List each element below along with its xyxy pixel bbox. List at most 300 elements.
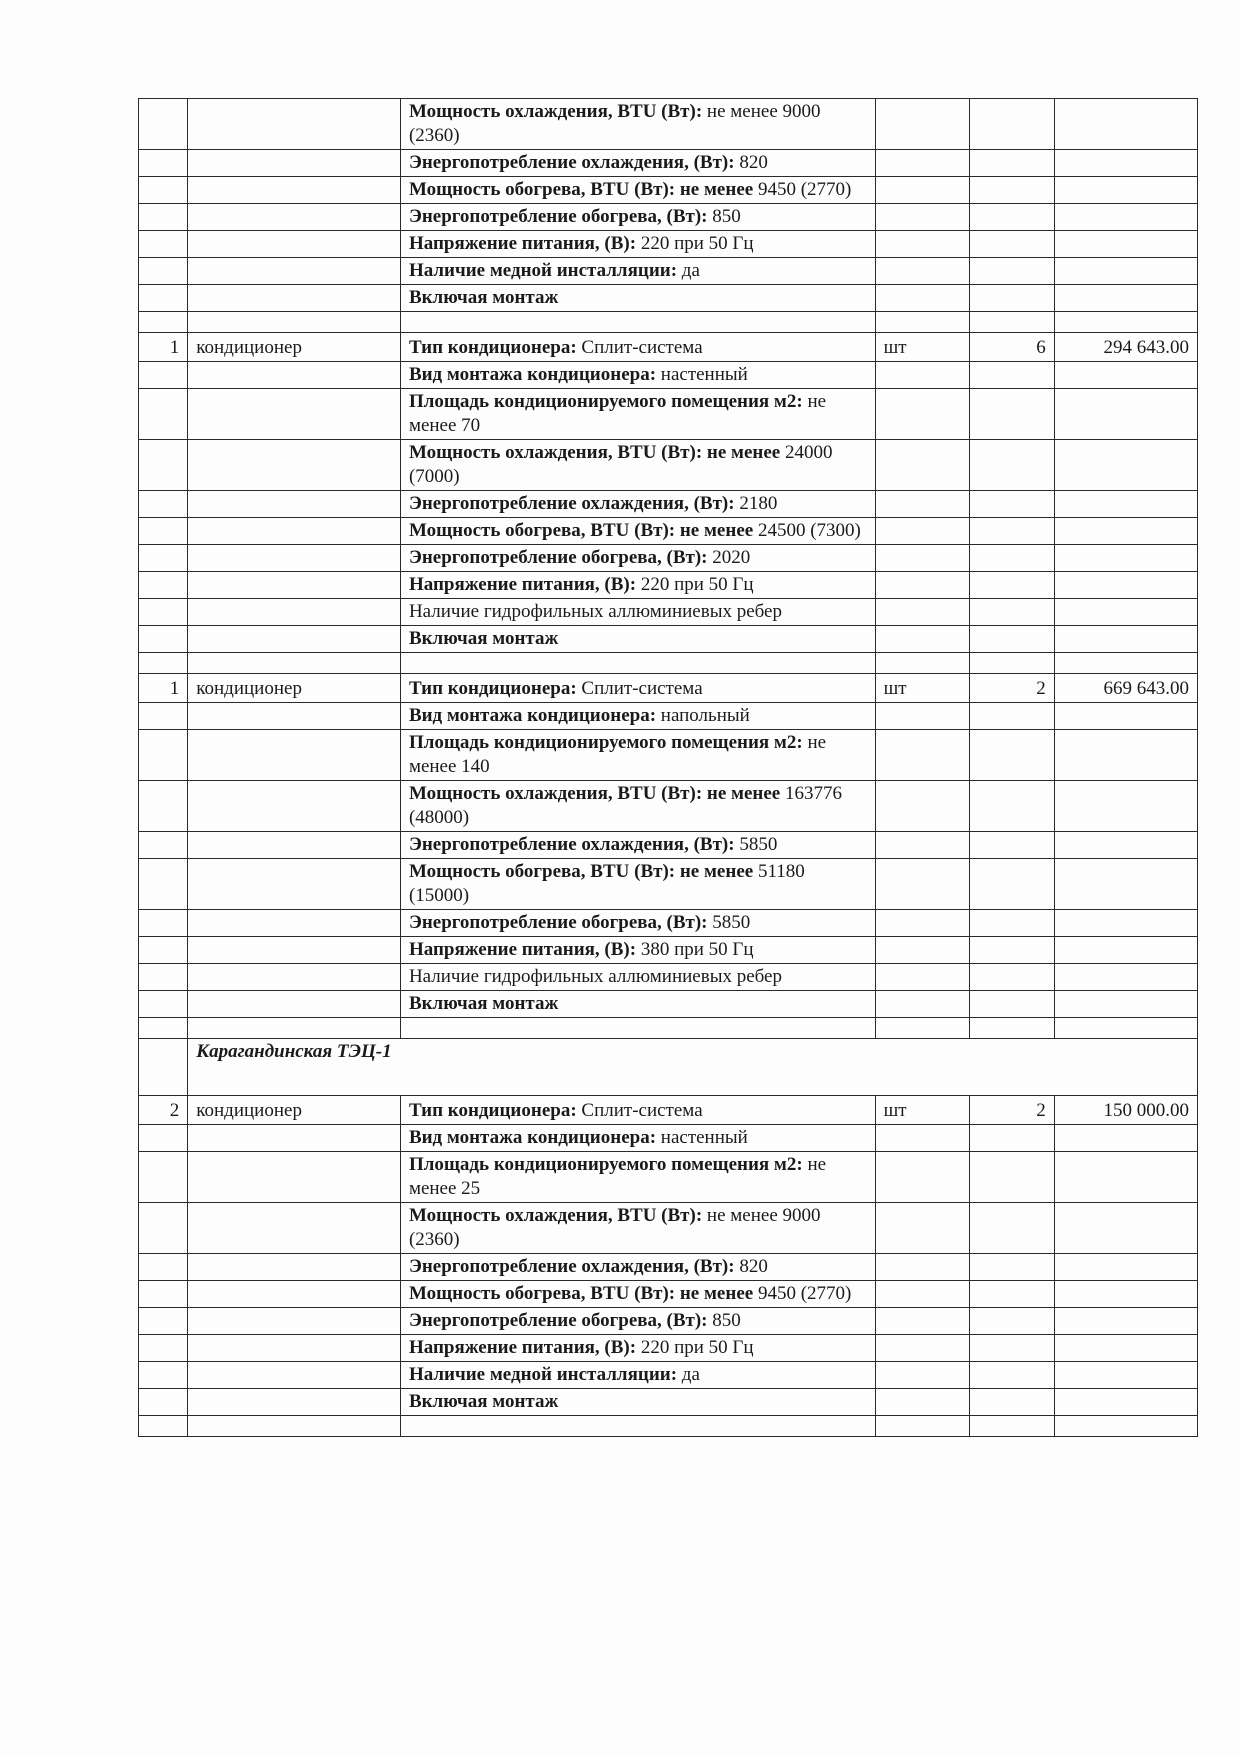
empty-cell [875, 991, 969, 1018]
empty-cell [969, 599, 1054, 626]
empty-cell [1054, 312, 1197, 333]
empty-cell [969, 1335, 1054, 1362]
empty-cell [188, 518, 401, 545]
spec-cell [400, 491, 875, 518]
empty-cell [969, 937, 1054, 964]
table-row [139, 99, 1198, 150]
spec-label: Энергопотребление охлаждения, (Вт): [408, 834, 735, 855]
spec-value: 220 при 50 Гц [636, 574, 754, 595]
spec-label: Вид монтажа кондиционера: [408, 705, 657, 726]
empty-cell [875, 781, 969, 832]
empty-cell [1054, 1281, 1197, 1308]
empty-cell [400, 1018, 875, 1039]
table-row [139, 491, 1198, 518]
spec-value: не менее 9000 (2360) [408, 101, 821, 146]
spec-cell [400, 177, 875, 204]
table-row [139, 1203, 1198, 1254]
item-number: 2 [139, 1096, 188, 1125]
spec-value: 9450 (2770) [753, 179, 852, 200]
spec-value: 850 [707, 1310, 741, 1331]
spec-label: Энергопотребление охлаждения, (Вт): [408, 152, 735, 173]
empty-cell [139, 653, 188, 674]
table-row [139, 440, 1198, 491]
empty-cell [1054, 703, 1197, 730]
spec-cell [400, 703, 875, 730]
spec-value: не менее 70 [408, 391, 827, 436]
empty-cell [969, 1389, 1054, 1416]
empty-cell [139, 1125, 188, 1152]
spec-cell [400, 1362, 875, 1389]
empty-cell [139, 991, 188, 1018]
table-row [139, 964, 1198, 991]
empty-cell [875, 1203, 969, 1254]
spec-label: Мощность обогрева, BTU (Вт): не менее [408, 179, 754, 200]
spec-label: Наличие медной инсталляции: [408, 1364, 678, 1385]
empty-cell [139, 626, 188, 653]
spec-cell [400, 599, 875, 626]
empty-cell [1054, 545, 1197, 572]
table-row [139, 362, 1198, 389]
empty-cell [139, 1152, 188, 1203]
item-amount: 150 000.00 [1054, 1096, 1197, 1125]
empty-cell [969, 150, 1054, 177]
spec-value: 220 при 50 Гц [636, 233, 754, 254]
empty-cell [188, 177, 401, 204]
spec-label: Тип кондиционера: [408, 678, 577, 699]
empty-cell [188, 312, 401, 333]
empty-cell [139, 1389, 188, 1416]
empty-cell [139, 1308, 188, 1335]
empty-cell [1054, 362, 1197, 389]
empty-cell [875, 312, 969, 333]
spec-cell [400, 440, 875, 491]
table-row [139, 937, 1198, 964]
empty-cell [875, 1281, 969, 1308]
spacer-row [139, 1416, 1198, 1437]
item-amount: 294 643.00 [1054, 333, 1197, 362]
empty-cell [969, 440, 1054, 491]
empty-cell [1054, 1389, 1197, 1416]
empty-cell [1054, 1125, 1197, 1152]
table-row [139, 832, 1198, 859]
spec-cell [400, 1152, 875, 1203]
empty-cell [188, 1308, 401, 1335]
empty-cell [139, 859, 188, 910]
spec-cell [400, 333, 875, 362]
empty-cell [875, 1018, 969, 1039]
table-row [139, 204, 1198, 231]
spec-value: 24000 (7000) [408, 442, 833, 487]
empty-cell [875, 1389, 969, 1416]
empty-cell [188, 150, 401, 177]
empty-cell [969, 1416, 1054, 1437]
empty-cell [875, 389, 969, 440]
empty-cell [188, 545, 401, 572]
spec-value: да [677, 1364, 700, 1385]
empty-cell [969, 859, 1054, 910]
spec-label: Энергопотребление обогрева, (Вт): [408, 206, 708, 227]
table-row [139, 1152, 1198, 1203]
empty-cell [969, 832, 1054, 859]
item-quantity: 2 [969, 1096, 1054, 1125]
empty-cell [1054, 177, 1197, 204]
empty-cell [969, 1125, 1054, 1152]
empty-cell [875, 285, 969, 312]
empty-cell [188, 1281, 401, 1308]
spec-label: Мощность охлаждения, BTU (Вт): не менее [408, 442, 781, 463]
empty-cell [139, 258, 188, 285]
empty-cell [139, 1254, 188, 1281]
spec-cell [400, 389, 875, 440]
empty-cell [188, 703, 401, 730]
empty-cell [139, 572, 188, 599]
empty-cell [188, 859, 401, 910]
empty-cell [969, 626, 1054, 653]
spec-value: 9450 (2770) [753, 1283, 852, 1304]
spec-label: Наличие медной инсталляции: [408, 260, 678, 281]
table-row [139, 1335, 1198, 1362]
empty-cell [188, 1389, 401, 1416]
empty-cell [188, 1203, 401, 1254]
spec-label: Мощность охлаждения, BTU (Вт): [408, 1205, 703, 1226]
spec-label: Включая монтаж [408, 993, 559, 1014]
spec-value: да [677, 260, 700, 281]
spec-cell [400, 674, 875, 703]
empty-cell [969, 312, 1054, 333]
empty-cell [139, 1335, 188, 1362]
table-row [139, 285, 1198, 312]
empty-cell [1054, 964, 1197, 991]
empty-cell [139, 1039, 188, 1096]
table-row [139, 703, 1198, 730]
empty-cell [875, 730, 969, 781]
empty-cell [1054, 937, 1197, 964]
spec-cell [400, 545, 875, 572]
spec-cell [400, 1096, 875, 1125]
empty-cell [969, 204, 1054, 231]
spec-cell [400, 204, 875, 231]
empty-cell [400, 1416, 875, 1437]
table-row [139, 545, 1198, 572]
empty-cell [139, 910, 188, 937]
empty-cell [1054, 653, 1197, 674]
spec-value: настенный [656, 364, 748, 385]
empty-cell [1054, 99, 1197, 150]
empty-cell [188, 991, 401, 1018]
empty-cell [875, 1152, 969, 1203]
empty-cell [875, 1254, 969, 1281]
spec-value: 5850 [734, 834, 778, 855]
table-row [139, 910, 1198, 937]
empty-cell [188, 1335, 401, 1362]
table-row [139, 599, 1198, 626]
empty-cell [969, 1362, 1054, 1389]
empty-cell [1054, 910, 1197, 937]
empty-cell [875, 545, 969, 572]
empty-cell [969, 1254, 1054, 1281]
spec-cell [400, 964, 875, 991]
table-row [139, 1389, 1198, 1416]
empty-cell [969, 258, 1054, 285]
empty-cell [875, 1308, 969, 1335]
empty-cell [969, 653, 1054, 674]
spec-value: 163776 (48000) [408, 783, 842, 828]
spec-value: 850 [707, 206, 741, 227]
spec-label: Тип кондиционера: [408, 1100, 577, 1121]
empty-cell [139, 440, 188, 491]
table-row [139, 518, 1198, 545]
spec-cell [400, 781, 875, 832]
spec-cell [400, 1254, 875, 1281]
empty-cell [969, 1308, 1054, 1335]
spec-label: Энергопотребление охлаждения, (Вт): [408, 1256, 735, 1277]
empty-cell [875, 832, 969, 859]
empty-cell [969, 285, 1054, 312]
spec-cell [400, 1281, 875, 1308]
empty-cell [969, 1203, 1054, 1254]
empty-cell [188, 231, 401, 258]
spec-cell [400, 730, 875, 781]
item-unit: шт [875, 1096, 969, 1125]
spec-value: напольный [656, 705, 750, 726]
empty-cell [969, 1018, 1054, 1039]
item-quantity: 2 [969, 674, 1054, 703]
empty-cell [188, 258, 401, 285]
empty-cell [188, 1152, 401, 1203]
spec-label: Тип кондиционера: [408, 337, 577, 358]
empty-cell [139, 150, 188, 177]
table-row [139, 859, 1198, 910]
empty-cell [1054, 832, 1197, 859]
spec-cell [400, 1203, 875, 1254]
empty-cell [188, 730, 401, 781]
spec-label: Напряжение питания, (В): [408, 233, 637, 254]
item-name: кондиционер [188, 333, 401, 362]
spec-value: 5850 [707, 912, 751, 933]
empty-cell [875, 1125, 969, 1152]
empty-cell [875, 362, 969, 389]
empty-cell [969, 99, 1054, 150]
spec-cell [400, 572, 875, 599]
table-row [139, 258, 1198, 285]
table-row [139, 150, 1198, 177]
spec-label: Включая монтаж [408, 628, 559, 649]
empty-cell [1054, 1203, 1197, 1254]
empty-cell [139, 204, 188, 231]
spec-value: настенный [656, 1127, 748, 1148]
empty-cell [400, 312, 875, 333]
spec-value: Сплит-система [576, 1100, 703, 1121]
empty-cell [875, 653, 969, 674]
empty-cell [969, 572, 1054, 599]
empty-cell [139, 285, 188, 312]
spec-label: Включая монтаж [408, 287, 559, 308]
empty-cell [875, 491, 969, 518]
spec-label: Вид монтажа кондиционера: [408, 1127, 657, 1148]
empty-cell [188, 910, 401, 937]
empty-cell [1054, 150, 1197, 177]
spec-value: 820 [734, 152, 768, 173]
item-name: кондиционер [188, 674, 401, 703]
empty-cell [969, 910, 1054, 937]
empty-cell [875, 177, 969, 204]
empty-cell [139, 177, 188, 204]
specification-table-body [139, 99, 1198, 1437]
empty-cell [1054, 440, 1197, 491]
empty-cell [1054, 730, 1197, 781]
empty-cell [188, 832, 401, 859]
spec-cell [400, 150, 875, 177]
table-row [139, 1125, 1198, 1152]
empty-cell [139, 389, 188, 440]
empty-cell [875, 626, 969, 653]
empty-cell [188, 204, 401, 231]
empty-cell [139, 703, 188, 730]
spec-label: Мощность обогрева, BTU (Вт): не менее [408, 520, 754, 541]
empty-cell [1054, 1416, 1197, 1437]
item-unit: шт [875, 333, 969, 362]
empty-cell [188, 626, 401, 653]
empty-cell [139, 964, 188, 991]
spec-value: Сплит-система [576, 337, 703, 358]
table-row [139, 730, 1198, 781]
empty-cell [139, 99, 188, 150]
empty-cell [875, 703, 969, 730]
spacer-row [139, 312, 1198, 333]
item-number: 1 [139, 674, 188, 703]
spec-cell [400, 910, 875, 937]
spec-cell [400, 859, 875, 910]
empty-cell [875, 204, 969, 231]
empty-cell [188, 781, 401, 832]
table-row [139, 231, 1198, 258]
empty-cell [1054, 1308, 1197, 1335]
empty-cell [188, 653, 401, 674]
table-row [139, 333, 1198, 362]
empty-cell [139, 491, 188, 518]
empty-cell [139, 1203, 188, 1254]
empty-cell [139, 730, 188, 781]
spec-label: Площадь кондиционируемого помещения м2: [408, 732, 803, 753]
spec-label: Энергопотребление обогрева, (Вт): [408, 547, 708, 568]
item-name: кондиционер [188, 1096, 401, 1125]
spec-value: Наличие гидрофильных аллюминиевых ребер [408, 966, 782, 987]
empty-cell [875, 1335, 969, 1362]
spec-cell [400, 937, 875, 964]
spec-value: не менее 9000 (2360) [408, 1205, 821, 1250]
spec-label: Включая монтаж [408, 1391, 559, 1412]
table-row [139, 1254, 1198, 1281]
spec-label: Напряжение питания, (В): [408, 939, 637, 960]
empty-cell [1054, 204, 1197, 231]
empty-cell [139, 1416, 188, 1437]
spec-cell [400, 258, 875, 285]
table-row [139, 781, 1198, 832]
empty-cell [139, 362, 188, 389]
spec-cell [400, 1125, 875, 1152]
empty-cell [1054, 1362, 1197, 1389]
table-row [139, 177, 1198, 204]
empty-cell [139, 231, 188, 258]
spec-cell [400, 832, 875, 859]
spec-cell [400, 1389, 875, 1416]
spec-label: Вид монтажа кондиционера: [408, 364, 657, 385]
table-row [139, 991, 1198, 1018]
spec-value: 24500 (7300) [753, 520, 861, 541]
empty-cell [875, 937, 969, 964]
empty-cell [875, 150, 969, 177]
spec-label: Площадь кондиционируемого помещения м2: [408, 391, 803, 412]
spec-value: Наличие гидрофильных аллюминиевых ребер [408, 601, 782, 622]
spec-cell [400, 99, 875, 150]
empty-cell [188, 362, 401, 389]
table-row [139, 674, 1198, 703]
table-row [139, 389, 1198, 440]
empty-cell [1054, 781, 1197, 832]
spec-label: Энергопотребление охлаждения, (Вт): [408, 493, 735, 514]
spec-label: Мощность охлаждения, BTU (Вт): [408, 101, 703, 122]
empty-cell [969, 231, 1054, 258]
empty-cell [188, 599, 401, 626]
empty-cell [139, 832, 188, 859]
empty-cell [969, 730, 1054, 781]
item-number: 1 [139, 333, 188, 362]
spec-label: Энергопотребление обогрева, (Вт): [408, 912, 708, 933]
empty-cell [875, 231, 969, 258]
spec-cell [400, 626, 875, 653]
empty-cell [875, 964, 969, 991]
empty-cell [875, 572, 969, 599]
empty-cell [875, 910, 969, 937]
empty-cell [1054, 599, 1197, 626]
empty-cell [875, 1362, 969, 1389]
empty-cell [1054, 285, 1197, 312]
empty-cell [139, 781, 188, 832]
empty-cell [969, 389, 1054, 440]
spec-cell [400, 231, 875, 258]
spec-cell [400, 362, 875, 389]
spec-label: Мощность охлаждения, BTU (Вт): не менее [408, 783, 781, 804]
spec-value: 2180 [734, 493, 778, 514]
item-amount: 669 643.00 [1054, 674, 1197, 703]
empty-cell [188, 1362, 401, 1389]
spec-value: не менее 25 [408, 1154, 827, 1199]
spec-cell [400, 518, 875, 545]
empty-cell [188, 964, 401, 991]
spec-value: Сплит-система [576, 678, 703, 699]
empty-cell [1054, 1254, 1197, 1281]
spec-value: 820 [734, 1256, 768, 1277]
empty-cell [969, 703, 1054, 730]
empty-cell [139, 518, 188, 545]
empty-cell [1054, 491, 1197, 518]
empty-cell [188, 491, 401, 518]
section-row [139, 1039, 1198, 1096]
section-title: Карагандинская ТЭЦ-1 [188, 1039, 1198, 1096]
empty-cell [1054, 572, 1197, 599]
table-row [139, 626, 1198, 653]
empty-cell [400, 653, 875, 674]
empty-cell [139, 545, 188, 572]
empty-cell [188, 99, 401, 150]
spec-label: Напряжение питания, (В): [408, 574, 637, 595]
empty-cell [139, 937, 188, 964]
empty-cell [875, 99, 969, 150]
spec-value: 2020 [707, 547, 751, 568]
empty-cell [188, 389, 401, 440]
spacer-row [139, 653, 1198, 674]
empty-cell [875, 518, 969, 545]
